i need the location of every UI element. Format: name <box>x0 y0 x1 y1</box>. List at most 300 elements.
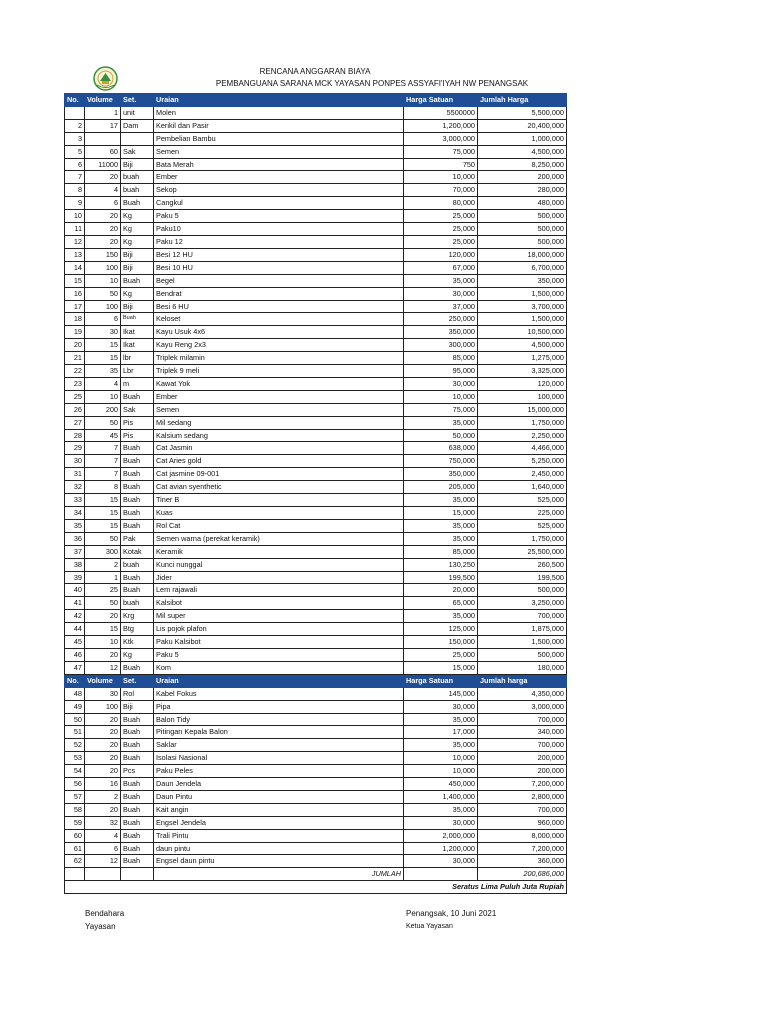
col-header-no: No. <box>65 674 85 687</box>
empty-cell <box>121 868 154 881</box>
cell-uraian: Trali Pintu <box>154 829 404 842</box>
cell-harga-satuan: 30,000 <box>404 816 478 829</box>
cell-jumlah-harga: 2,800,000 <box>478 790 567 803</box>
cell-harga-satuan: 35,000 <box>404 519 478 532</box>
cell-uraian: Semen warna (perekat keramik) <box>154 532 404 545</box>
cell-harga-satuan: 350,000 <box>404 468 478 481</box>
cell-no: 57 <box>65 790 85 803</box>
cell-satuan: Buah <box>121 752 154 765</box>
cell-jumlah-harga: 25,500,000 <box>478 545 567 558</box>
table-row <box>65 610 567 623</box>
table-row <box>65 597 567 610</box>
cell-harga-satuan: 450,000 <box>404 778 478 791</box>
cell-jumlah-harga: 4,350,000 <box>478 687 567 700</box>
cell-harga-satuan: 638,000 <box>404 442 478 455</box>
cell-satuan: Buah <box>121 455 154 468</box>
table-row <box>65 623 567 636</box>
cell-satuan: Ktk <box>121 636 154 649</box>
cell-jumlah-harga: 8,000,000 <box>478 829 567 842</box>
cell-no: 56 <box>65 778 85 791</box>
cell-uraian: Paku Kalsibot <box>154 636 404 649</box>
cell-harga-satuan: 2,000,000 <box>404 829 478 842</box>
cell-jumlah-harga: 525,000 <box>478 519 567 532</box>
cell-uraian: daun pintu <box>154 842 404 855</box>
cell-no: 51 <box>65 726 85 739</box>
cell-volume: 6 <box>85 313 121 326</box>
cell-uraian: Kabel Fokus <box>154 687 404 700</box>
col-header-harga-satuan: Harga Satuan <box>404 674 478 687</box>
cell-jumlah-harga: 8,250,000 <box>478 158 567 171</box>
cell-volume: 1 <box>85 571 121 584</box>
cell-no: 39 <box>65 571 85 584</box>
signature-yayasan: Yayasan <box>85 922 116 931</box>
cell-harga-satuan: 750,000 <box>404 455 478 468</box>
cell-uraian: Balon Tidy <box>154 713 404 726</box>
cell-uraian: Kawat Yok <box>154 377 404 390</box>
cell-uraian: Cat Aries gold <box>154 455 404 468</box>
cell-satuan: Buah <box>121 816 154 829</box>
cell-uraian: Besi 12 HU <box>154 248 404 261</box>
cell-no: 54 <box>65 765 85 778</box>
total-row <box>65 868 567 881</box>
cell-harga-satuan: 205,000 <box>404 481 478 494</box>
cell-uraian: Lis pojok plafon <box>154 623 404 636</box>
cell-satuan: unit <box>121 106 154 119</box>
cell-satuan: Sak <box>121 403 154 416</box>
cell-satuan: Rol <box>121 687 154 700</box>
col-header-volume: Volume <box>85 94 121 107</box>
cell-uraian: Pitingan Kepala Balon <box>154 726 404 739</box>
table-row <box>65 481 567 494</box>
cell-no: 45 <box>65 636 85 649</box>
cell-uraian: Begel <box>154 274 404 287</box>
cell-jumlah-harga: 3,000,000 <box>478 700 567 713</box>
cell-volume: 20 <box>85 726 121 739</box>
cell-uraian: Bata Merah <box>154 158 404 171</box>
cell-uraian: Semen <box>154 145 404 158</box>
cell-uraian: Jider <box>154 571 404 584</box>
cell-volume: 25 <box>85 584 121 597</box>
cell-volume: 6 <box>85 842 121 855</box>
cell-no: 11 <box>65 223 85 236</box>
cell-volume: 10 <box>85 274 121 287</box>
table-row <box>65 584 567 597</box>
cell-harga-satuan: 20,000 <box>404 584 478 597</box>
cell-harga-satuan: 35,000 <box>404 494 478 507</box>
cell-uraian: Sekop <box>154 184 404 197</box>
cell-volume: 20 <box>85 752 121 765</box>
cell-satuan: Dam <box>121 119 154 132</box>
table-row <box>65 661 567 674</box>
cell-jumlah-harga: 500,000 <box>478 235 567 248</box>
cell-satuan: Buah <box>121 274 154 287</box>
table-row <box>65 765 567 778</box>
cell-harga-satuan: 35,000 <box>404 713 478 726</box>
cell-volume: 10 <box>85 636 121 649</box>
cell-uraian: Engsel Jendela <box>154 816 404 829</box>
cell-no: 34 <box>65 507 85 520</box>
cell-harga-satuan: 1,400,000 <box>404 790 478 803</box>
cell-harga-satuan: 35,000 <box>404 610 478 623</box>
cell-volume: 4 <box>85 184 121 197</box>
table-row <box>65 119 567 132</box>
cell-satuan: Buah <box>121 390 154 403</box>
cell-volume: 20 <box>85 235 121 248</box>
cell-volume: 11000 <box>85 158 121 171</box>
cell-jumlah-harga: 280,000 <box>478 184 567 197</box>
cell-no: 32 <box>65 481 85 494</box>
cell-satuan: buah <box>121 184 154 197</box>
cell-no: 61 <box>65 842 85 855</box>
cell-harga-satuan: 30,000 <box>404 377 478 390</box>
table-row <box>65 726 567 739</box>
cell-jumlah-harga: 525,000 <box>478 494 567 507</box>
cell-harga-satuan: 750 <box>404 158 478 171</box>
cell-satuan: lbr <box>121 352 154 365</box>
cell-volume: 15 <box>85 352 121 365</box>
cell-satuan: Buah <box>121 778 154 791</box>
cell-jumlah-harga: 5,250,000 <box>478 455 567 468</box>
cell-harga-satuan: 30,000 <box>404 700 478 713</box>
cell-volume: 100 <box>85 700 121 713</box>
cell-uraian: Ember <box>154 171 404 184</box>
cell-harga-satuan: 25,000 <box>404 648 478 661</box>
cell-jumlah-harga: 7,200,000 <box>478 842 567 855</box>
cell-harga-satuan: 15,000 <box>404 507 478 520</box>
document-title: RENCANA ANGGARAN BIAYA <box>259 67 371 76</box>
cell-volume: 20 <box>85 713 121 726</box>
cell-satuan: Lbr <box>121 365 154 378</box>
cell-satuan: Buah <box>121 726 154 739</box>
cell-harga-satuan: 80,000 <box>404 197 478 210</box>
cell-uraian: Lem rajawali <box>154 584 404 597</box>
cell-no: 15 <box>65 274 85 287</box>
cell-no: 53 <box>65 752 85 765</box>
cell-satuan: Buah <box>121 468 154 481</box>
cell-harga-satuan: 25,000 <box>404 235 478 248</box>
cell-jumlah-harga: 500,000 <box>478 210 567 223</box>
cell-jumlah-harga: 1,750,000 <box>478 416 567 429</box>
cell-harga-satuan: 65,000 <box>404 597 478 610</box>
cell-harga-satuan: 150,000 <box>404 636 478 649</box>
cell-no: 52 <box>65 739 85 752</box>
cell-no: 30 <box>65 455 85 468</box>
cell-satuan: Pis <box>121 429 154 442</box>
cell-jumlah-harga: 4,500,000 <box>478 145 567 158</box>
cell-volume: 16 <box>85 778 121 791</box>
cell-harga-satuan: 35,000 <box>404 739 478 752</box>
table-row <box>65 403 567 416</box>
cell-jumlah-harga: 2,450,000 <box>478 468 567 481</box>
cell-satuan: Btg <box>121 623 154 636</box>
col-header-jumlah-harga: Jumlah Harga <box>478 94 567 107</box>
cell-volume: 35 <box>85 365 121 378</box>
cell-no: 27 <box>65 416 85 429</box>
cell-no: 33 <box>65 494 85 507</box>
cell-harga-satuan: 3,000,000 <box>404 132 478 145</box>
cell-no: 44 <box>65 623 85 636</box>
cell-volume: 20 <box>85 171 121 184</box>
cell-volume: 20 <box>85 223 121 236</box>
table-row <box>65 248 567 261</box>
cell-no: 48 <box>65 687 85 700</box>
cell-jumlah-harga: 120,000 <box>478 377 567 390</box>
cell-harga-satuan: 10,000 <box>404 752 478 765</box>
empty-cell <box>65 868 85 881</box>
cell-no: 23 <box>65 377 85 390</box>
cell-no: 36 <box>65 532 85 545</box>
table-row <box>65 494 567 507</box>
table-header-row-2 <box>65 674 567 687</box>
cell-jumlah-harga: 100,000 <box>478 390 567 403</box>
cell-volume: 30 <box>85 687 121 700</box>
cell-volume: 30 <box>85 326 121 339</box>
cell-no: 8 <box>65 184 85 197</box>
cell-satuan: Buah <box>121 313 154 326</box>
cell-volume: 12 <box>85 855 121 868</box>
table-row <box>65 352 567 365</box>
signature-bendahara: Bendahara <box>85 909 125 918</box>
cell-uraian: Bendrat <box>154 287 404 300</box>
cell-harga-satuan: 125,000 <box>404 623 478 636</box>
cell-harga-satuan: 10,000 <box>404 765 478 778</box>
cell-uraian: Kuas <box>154 507 404 520</box>
table-row <box>65 803 567 816</box>
total-value: 200,686,000 <box>478 868 567 881</box>
cell-jumlah-harga: 500,000 <box>478 584 567 597</box>
cell-uraian: Pembelian Bambu <box>154 132 404 145</box>
cell-no: 17 <box>65 300 85 313</box>
cell-volume: 32 <box>85 816 121 829</box>
cell-no: 2 <box>65 119 85 132</box>
cell-jumlah-harga: 700,000 <box>478 713 567 726</box>
col-header-uraian: Uraian <box>154 674 404 687</box>
cell-jumlah-harga: 350,000 <box>478 274 567 287</box>
cell-no: 58 <box>65 803 85 816</box>
total-words-row <box>65 881 567 894</box>
table-row <box>65 687 567 700</box>
cell-harga-satuan: 1,200,000 <box>404 842 478 855</box>
cell-jumlah-harga: 225,000 <box>478 507 567 520</box>
cell-no: 14 <box>65 261 85 274</box>
cell-satuan: Biji <box>121 158 154 171</box>
cell-uraian: Pipa <box>154 700 404 713</box>
cell-harga-satuan: 15,000 <box>404 661 478 674</box>
cell-volume: 100 <box>85 300 121 313</box>
cell-harga-satuan: 25,000 <box>404 210 478 223</box>
table-row <box>65 855 567 868</box>
cell-jumlah-harga: 18,000,000 <box>478 248 567 261</box>
cell-jumlah-harga: 3,700,000 <box>478 300 567 313</box>
cell-uraian: Engsel daun pintu <box>154 855 404 868</box>
col-header-harga-satuan: Harga Satuan <box>404 94 478 107</box>
cell-no: 38 <box>65 558 85 571</box>
cell-harga-satuan: 50,000 <box>404 429 478 442</box>
cell-jumlah-harga: 480,000 <box>478 197 567 210</box>
cell-harga-satuan: 30,000 <box>404 855 478 868</box>
table-row <box>65 313 567 326</box>
cell-satuan: Buah <box>121 507 154 520</box>
col-header-volume: Volume <box>85 674 121 687</box>
table-row <box>65 300 567 313</box>
cell-volume: 2 <box>85 790 121 803</box>
cell-volume <box>85 132 121 145</box>
cell-jumlah-harga: 7,200,000 <box>478 778 567 791</box>
cell-jumlah-harga: 500,000 <box>478 648 567 661</box>
cell-satuan: Biji <box>121 248 154 261</box>
cell-uraian: Cat avian syenthetic <box>154 481 404 494</box>
cell-volume: 8 <box>85 481 121 494</box>
cell-volume: 1 <box>85 106 121 119</box>
cell-uraian: Paku Peles <box>154 765 404 778</box>
cell-harga-satuan: 5500000 <box>404 106 478 119</box>
cell-harga-satuan: 25,000 <box>404 223 478 236</box>
cell-no: 13 <box>65 248 85 261</box>
cell-satuan: Buah <box>121 571 154 584</box>
cell-harga-satuan: 350,000 <box>404 326 478 339</box>
cell-harga-satuan: 35,000 <box>404 274 478 287</box>
col-header-uraian: Uraian <box>154 94 404 107</box>
table-row <box>65 571 567 584</box>
cell-uraian: Mil super <box>154 610 404 623</box>
signature-ketua: Ketua Yayasan <box>406 923 453 930</box>
cell-no: 20 <box>65 339 85 352</box>
cell-satuan: Buah <box>121 519 154 532</box>
table-row <box>65 416 567 429</box>
cell-volume: 10 <box>85 390 121 403</box>
cell-satuan: Ikat <box>121 339 154 352</box>
cell-no: 50 <box>65 713 85 726</box>
cell-jumlah-harga: 1,500,000 <box>478 287 567 300</box>
cell-no: 19 <box>65 326 85 339</box>
cell-uraian: Cangkul <box>154 197 404 210</box>
cell-jumlah-harga: 1,875,000 <box>478 623 567 636</box>
cell-uraian: Saklar <box>154 739 404 752</box>
cell-jumlah-harga: 199,500 <box>478 571 567 584</box>
cell-volume: 6 <box>85 197 121 210</box>
cell-satuan: Biji <box>121 700 154 713</box>
cell-volume: 12 <box>85 661 121 674</box>
cell-satuan: buah <box>121 171 154 184</box>
cell-jumlah-harga: 500,000 <box>478 223 567 236</box>
cell-jumlah-harga: 960,000 <box>478 816 567 829</box>
cell-uraian: Kunci nunggal <box>154 558 404 571</box>
cell-jumlah-harga: 1,640,000 <box>478 481 567 494</box>
cell-satuan: Kotak <box>121 545 154 558</box>
table-row <box>65 171 567 184</box>
cell-no: 29 <box>65 442 85 455</box>
cell-jumlah-harga: 700,000 <box>478 803 567 816</box>
table-row <box>65 132 567 145</box>
cell-harga-satuan: 85,000 <box>404 352 478 365</box>
cell-satuan: Buah <box>121 494 154 507</box>
cell-uraian: Ember <box>154 390 404 403</box>
cell-satuan: Buah <box>121 739 154 752</box>
col-header-jumlah-harga: Jumlah harga <box>478 674 567 687</box>
cell-jumlah-harga: 6,700,000 <box>478 261 567 274</box>
cell-uraian: Daun Jendela <box>154 778 404 791</box>
empty-cell <box>404 868 478 881</box>
table-row <box>65 636 567 649</box>
cell-no: 22 <box>65 365 85 378</box>
table-row <box>65 377 567 390</box>
cell-no: 25 <box>65 390 85 403</box>
cell-uraian: Paku 5 <box>154 210 404 223</box>
cell-volume: 7 <box>85 468 121 481</box>
cell-satuan: m <box>121 377 154 390</box>
cell-harga-satuan: 17,000 <box>404 726 478 739</box>
cell-volume: 15 <box>85 519 121 532</box>
table-row <box>65 700 567 713</box>
cell-harga-satuan: 10,000 <box>404 390 478 403</box>
cell-no: 7 <box>65 171 85 184</box>
cell-uraian: Cat Jasmin <box>154 442 404 455</box>
cell-harga-satuan: 199,500 <box>404 571 478 584</box>
cell-no: 49 <box>65 700 85 713</box>
total-in-words: Seratus Lima Puluh Juta Rupiah <box>65 881 567 894</box>
cell-satuan: Kg <box>121 210 154 223</box>
cell-satuan: Kg <box>121 223 154 236</box>
cell-no: 16 <box>65 287 85 300</box>
cell-uraian: Kayu Reng 2x3 <box>154 339 404 352</box>
cell-no: 3 <box>65 132 85 145</box>
document-subtitle: PEMBANGUANA SARANA MCK YAYASAN PONPES ASSYAFI'IYAH NW PENANGSAK <box>215 79 529 88</box>
cell-uraian: Mil sedang <box>154 416 404 429</box>
cell-satuan: buah <box>121 597 154 610</box>
cell-volume: 50 <box>85 416 121 429</box>
cell-satuan: Buah <box>121 855 154 868</box>
cell-volume: 4 <box>85 829 121 842</box>
cell-harga-satuan: 35,000 <box>404 416 478 429</box>
cell-no: 41 <box>65 597 85 610</box>
cell-volume: 50 <box>85 287 121 300</box>
cell-uraian: Besi 6 HU <box>154 300 404 313</box>
cell-satuan: Buah <box>121 803 154 816</box>
col-header-satuan: Set. <box>121 674 154 687</box>
cell-uraian: Cat jasmine 09-001 <box>154 468 404 481</box>
cell-no: 35 <box>65 519 85 532</box>
cell-uraian: Kom <box>154 661 404 674</box>
table-row <box>65 739 567 752</box>
cell-satuan: Buah <box>121 197 154 210</box>
cell-jumlah-harga: 1,000,000 <box>478 132 567 145</box>
cell-uraian: Rol Cat <box>154 519 404 532</box>
cell-no: 5 <box>65 145 85 158</box>
cell-jumlah-harga: 2,250,000 <box>478 429 567 442</box>
table-row <box>65 778 567 791</box>
cell-volume: 7 <box>85 455 121 468</box>
cell-uraian: Semen <box>154 403 404 416</box>
cell-satuan: Biji <box>121 261 154 274</box>
cell-jumlah-harga: 340,000 <box>478 726 567 739</box>
cell-no: 46 <box>65 648 85 661</box>
cell-volume: 100 <box>85 261 121 274</box>
cell-jumlah-harga: 700,000 <box>478 739 567 752</box>
cell-harga-satuan: 1,200,000 <box>404 119 478 132</box>
cell-uraian: Isolasi Nasional <box>154 752 404 765</box>
table-row <box>65 390 567 403</box>
table-row <box>65 197 567 210</box>
cell-volume: 15 <box>85 494 121 507</box>
table-row <box>65 429 567 442</box>
cell-jumlah-harga: 180,000 <box>478 661 567 674</box>
cell-jumlah-harga: 4,500,000 <box>478 339 567 352</box>
cell-jumlah-harga: 1,275,000 <box>478 352 567 365</box>
cell-volume: 150 <box>85 248 121 261</box>
cell-volume: 200 <box>85 403 121 416</box>
cell-satuan: Krg <box>121 610 154 623</box>
cell-harga-satuan: 10,000 <box>404 171 478 184</box>
